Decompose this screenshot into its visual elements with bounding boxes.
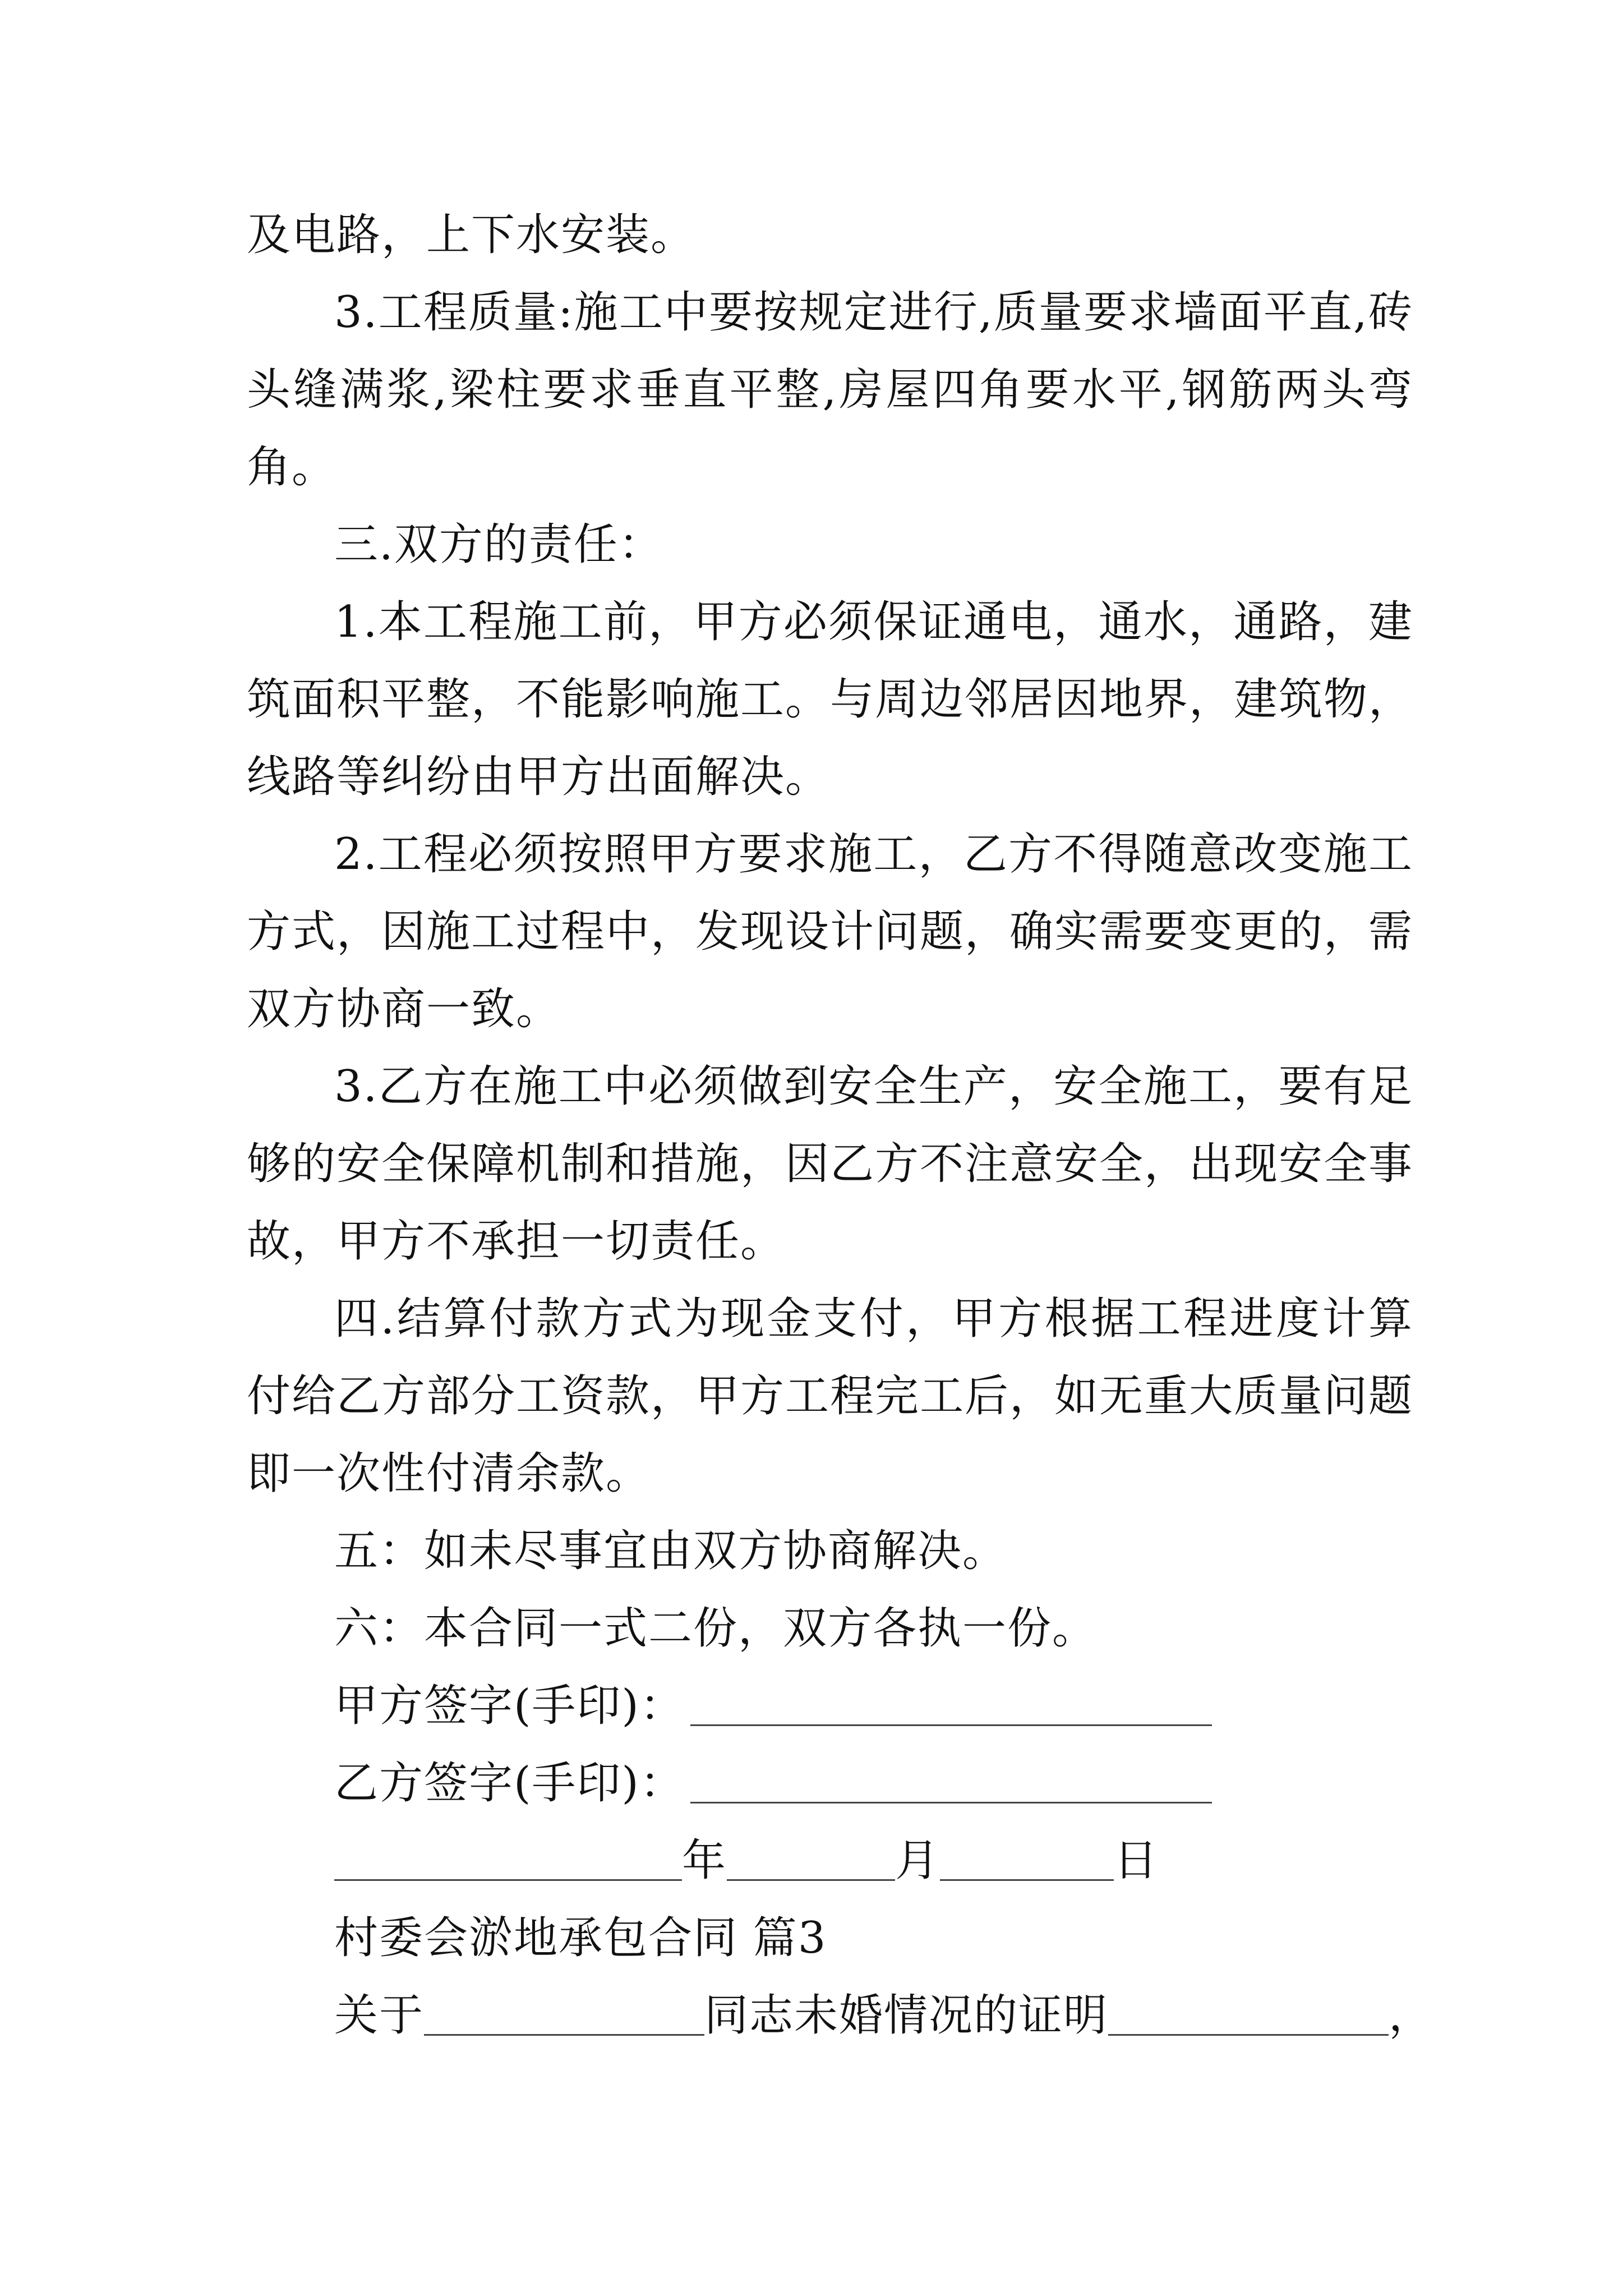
certificate-trailing-blank xyxy=(1108,1990,1389,2036)
paragraph-responsibility-1: 1.本工程施工前，甲方必须保证通电，通水，通路，建筑面积平整，不能影响施工。与周边邻居因地界，建筑物，线路等纠纷由甲方出面解决。 xyxy=(247,597,1414,802)
heading-responsibilities: 三.双方的责任： xyxy=(334,519,663,570)
certificate-suffix: ， xyxy=(1389,1990,1434,2041)
section-title-text: 村委会淤地承包合同 篇3 xyxy=(334,1913,827,1963)
signature-party-b-blank xyxy=(690,1758,1212,1803)
signature-party-b-label: 乙方签字(手印)： xyxy=(334,1758,685,1809)
paragraph-project-quality: 3.工程质量:施工中要按规定进行,质量要求墙面平直,砖头缝满浆,梁柱要求垂直平整,房屋四角要水平,钢筋两头弯角。 xyxy=(247,287,1413,493)
signature-party-a-blank xyxy=(690,1681,1212,1726)
paragraph-continuation: 及电路，上下水安装。 xyxy=(247,210,696,260)
certificate-line xyxy=(247,1977,1434,2054)
date-day-label: 日 xyxy=(1114,1835,1159,1886)
date-line xyxy=(247,1822,1413,1899)
paragraph-responsibility-2: 2.工程必须按照甲方要求施工，乙方不得随意改变施工方式，因施工过程中，发现设计问题，确实需要变更的，需双方协商一致。 xyxy=(247,829,1414,1034)
paragraph-copies: 六：本合同一式二份，双方各执一份。 xyxy=(334,1603,1098,1654)
signature-party-b xyxy=(247,1745,1413,1822)
date-month-blank xyxy=(727,1835,895,1881)
paragraph-payment: 四.结算付款方式为现金支付，甲方根据工程进度计算付给乙方部分工资款，甲方工程完工后，如无重大质量问题即一次性付清余款。 xyxy=(247,1294,1414,1499)
paragraph-responsibility-3: 3.乙方在施工中必须做到安全生产，安全施工，要有足够的安全保障机制和措施，因乙方不注意安全，出现安全事故，甲方不承担一切责任。 xyxy=(247,1061,1414,1267)
paragraph-unresolved-matters: 五：如未尽事宜由双方协商解决。 xyxy=(334,1526,1008,1576)
certificate-middle: 同志未婚情况的证明 xyxy=(704,1990,1109,2041)
document-body xyxy=(247,196,1434,2054)
certificate-name-blank xyxy=(424,1990,704,2036)
section-title xyxy=(247,1899,1413,1977)
date-year-label: 年 xyxy=(682,1835,727,1886)
signature-party-a xyxy=(247,1667,1413,1745)
date-month-label: 月 xyxy=(895,1835,940,1886)
date-year-blank xyxy=(334,1835,682,1881)
signature-party-a-label: 甲方签字(手印)： xyxy=(334,1681,685,1731)
date-day-blank xyxy=(940,1835,1114,1881)
certificate-prefix: 关于 xyxy=(334,1990,425,2041)
